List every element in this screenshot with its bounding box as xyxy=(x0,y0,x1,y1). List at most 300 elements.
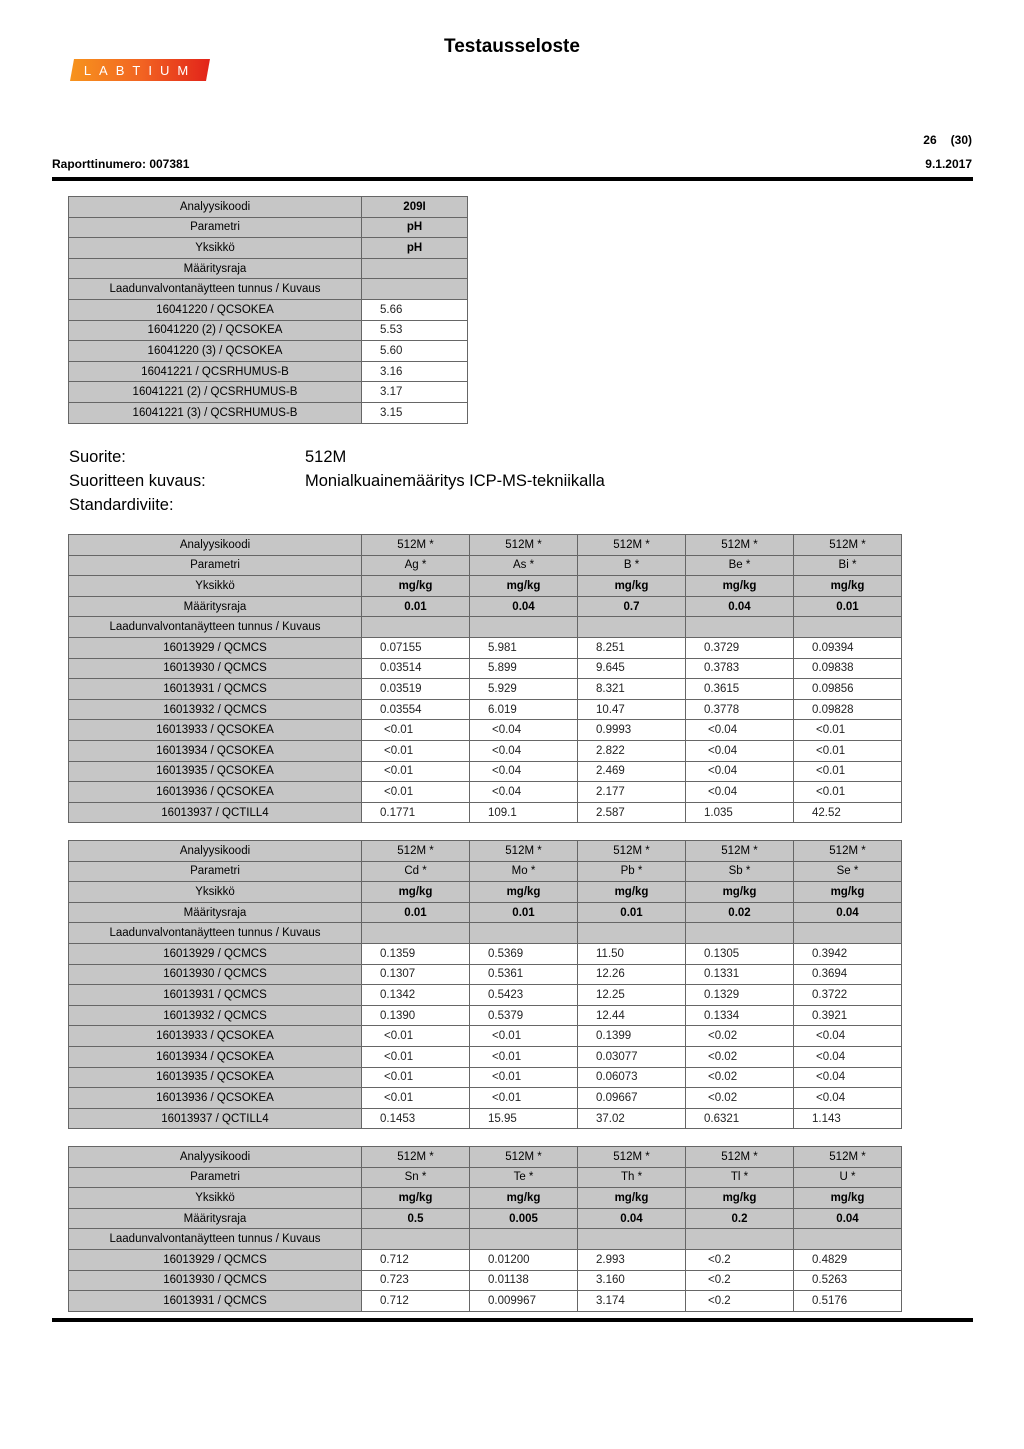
sample-value: 0.1307 xyxy=(362,964,470,985)
header-value xyxy=(794,923,902,944)
sample-value: 0.03077 xyxy=(578,1046,686,1067)
table-header-row xyxy=(69,555,902,576)
sample-value: <0.01 xyxy=(470,1046,578,1067)
table-row xyxy=(69,699,902,720)
sample-value: <0.02 xyxy=(686,1088,794,1109)
header-value: mg/kg xyxy=(578,882,686,903)
table-row xyxy=(69,658,902,679)
sample-value: 0.3921 xyxy=(794,1005,902,1026)
sample-value: 0.03514 xyxy=(362,658,470,679)
header-value: Sb * xyxy=(686,861,794,882)
header-value: mg/kg xyxy=(686,576,794,597)
sample-id: 16013929 / QCMCS xyxy=(69,943,362,964)
table-row xyxy=(69,382,468,403)
sample-id: 16041220 (2) / QCSOKEA xyxy=(69,320,362,341)
row-label: Laadunvalvontanäytteen tunnus / Kuvaus xyxy=(69,1229,362,1250)
header-value: 0.04 xyxy=(686,596,794,617)
header-value xyxy=(794,1229,902,1250)
sample-value: 3.174 xyxy=(578,1291,686,1312)
page-number: 26 (30) xyxy=(923,133,972,147)
sample-value: 0.09828 xyxy=(794,699,902,720)
sample-value: 2.993 xyxy=(578,1249,686,1270)
sample-value: <0.01 xyxy=(362,1046,470,1067)
sample-value: 0.9993 xyxy=(578,720,686,741)
header-value: 512M * xyxy=(794,1147,902,1168)
header-value: 512M * xyxy=(470,1147,578,1168)
sample-id: 16013929 / QCMCS xyxy=(69,637,362,658)
sample-value: 3.16 xyxy=(362,361,468,382)
sample-value: 11.50 xyxy=(578,943,686,964)
header-value: Te * xyxy=(470,1167,578,1188)
row-label: Parametri xyxy=(69,1167,362,1188)
sample-value: 3.15 xyxy=(362,402,468,423)
sample-id: 16013936 / QCSOKEA xyxy=(69,782,362,803)
header-value: mg/kg xyxy=(794,576,902,597)
table-row xyxy=(69,740,902,761)
sample-value: 109.1 xyxy=(470,802,578,823)
sample-value: 0.712 xyxy=(362,1291,470,1312)
sample-value: <0.01 xyxy=(362,1026,470,1047)
sample-value: 0.4829 xyxy=(794,1249,902,1270)
sample-id: 16041221 (3) / QCSRHUMUS-B xyxy=(69,402,362,423)
sample-id: 16013934 / QCSOKEA xyxy=(69,1046,362,1067)
logo-text: LABTIUM xyxy=(83,63,197,78)
sample-id: 16013930 / QCMCS xyxy=(69,964,362,985)
table-header-row xyxy=(69,535,902,556)
sample-value: 0.3729 xyxy=(686,637,794,658)
header-value: pH xyxy=(362,238,468,259)
table-row xyxy=(69,320,468,341)
sample-value: 0.3722 xyxy=(794,985,902,1006)
table-row xyxy=(69,1270,902,1291)
table-row xyxy=(69,985,902,1006)
row-label: Analyysikoodi xyxy=(69,197,362,218)
table-header-row xyxy=(69,197,468,218)
table-row xyxy=(69,1108,902,1129)
header-value: 512M * xyxy=(578,535,686,556)
sample-value: 9.645 xyxy=(578,658,686,679)
header-value: 209I xyxy=(362,197,468,218)
sample-value: 0.3615 xyxy=(686,679,794,700)
sample-value: 10.47 xyxy=(578,699,686,720)
header-value: Sn * xyxy=(362,1167,470,1188)
sample-id: 16013937 / QCTILL4 xyxy=(69,1108,362,1129)
sample-value: 0.3942 xyxy=(794,943,902,964)
sample-value: 0.1331 xyxy=(686,964,794,985)
header-value: Mo * xyxy=(470,861,578,882)
standard-label: Standardiviite: xyxy=(69,496,174,514)
sample-value: <0.01 xyxy=(470,1067,578,1088)
sample-value: <0.01 xyxy=(362,761,470,782)
suorite-value: 512M xyxy=(305,448,347,466)
header-value: mg/kg xyxy=(362,1188,470,1209)
sample-value: <0.01 xyxy=(362,720,470,741)
header-value xyxy=(470,923,578,944)
sample-value: <0.02 xyxy=(686,1067,794,1088)
table-ph xyxy=(68,196,468,424)
sample-id: 16013932 / QCMCS xyxy=(69,1005,362,1026)
sample-value: 0.09838 xyxy=(794,658,902,679)
header-value xyxy=(686,617,794,638)
table-row xyxy=(69,1046,902,1067)
header-value: Pb * xyxy=(578,861,686,882)
header-value: 512M * xyxy=(794,535,902,556)
table-header-row xyxy=(69,841,902,862)
table-row xyxy=(69,782,902,803)
row-label: Yksikkö xyxy=(69,238,362,259)
sample-value: 0.3783 xyxy=(686,658,794,679)
table-row xyxy=(69,720,902,741)
table-row xyxy=(69,402,468,423)
sample-value: 3.160 xyxy=(578,1270,686,1291)
sample-id: 16013929 / QCMCS xyxy=(69,1249,362,1270)
row-label: Yksikkö xyxy=(69,882,362,903)
table-header-row xyxy=(69,923,902,944)
sample-value: 0.3778 xyxy=(686,699,794,720)
row-label: Määritysraja xyxy=(69,902,362,923)
sample-value: 5.899 xyxy=(470,658,578,679)
sample-id: 16041221 / QCSRHUMUS-B xyxy=(69,361,362,382)
sample-value: 3.17 xyxy=(362,382,468,403)
sample-value: 2.587 xyxy=(578,802,686,823)
header-value: 512M * xyxy=(362,535,470,556)
sample-value: 0.07155 xyxy=(362,637,470,658)
sample-value: 0.5369 xyxy=(470,943,578,964)
row-label: Analyysikoodi xyxy=(69,535,362,556)
footer-rule xyxy=(52,1318,973,1322)
sample-value: 0.09856 xyxy=(794,679,902,700)
table-ag-bi xyxy=(68,534,902,823)
sample-value: <0.04 xyxy=(686,761,794,782)
table-header-row xyxy=(69,279,468,300)
header-value: mg/kg xyxy=(578,576,686,597)
row-label: Parametri xyxy=(69,555,362,576)
sample-value: 0.5176 xyxy=(794,1291,902,1312)
header-value: 0.2 xyxy=(686,1208,794,1229)
table-header-row xyxy=(69,1147,902,1168)
sample-value: <0.04 xyxy=(470,720,578,741)
sample-value: <0.01 xyxy=(470,1088,578,1109)
table-header-row xyxy=(69,1229,902,1250)
table-cd-se xyxy=(68,840,902,1129)
table-row xyxy=(69,802,902,823)
header-value: mg/kg xyxy=(362,882,470,903)
header-value: mg/kg xyxy=(470,576,578,597)
header-value: 0.04 xyxy=(794,1208,902,1229)
table-row xyxy=(69,361,468,382)
sample-value: <0.2 xyxy=(686,1270,794,1291)
table-row xyxy=(69,943,902,964)
header-value: 512M * xyxy=(362,841,470,862)
sample-value: <0.02 xyxy=(686,1026,794,1047)
header-value: 0.02 xyxy=(686,902,794,923)
header-value: Tl * xyxy=(686,1167,794,1188)
sample-value: 0.03554 xyxy=(362,699,470,720)
header-value: 512M * xyxy=(362,1147,470,1168)
sample-value: 15.95 xyxy=(470,1108,578,1129)
table-header-row xyxy=(69,1188,902,1209)
header-value: mg/kg xyxy=(470,1188,578,1209)
header-value xyxy=(578,617,686,638)
sample-value: <0.04 xyxy=(794,1046,902,1067)
sample-value: 5.60 xyxy=(362,341,468,362)
sample-value: 1.143 xyxy=(794,1108,902,1129)
sample-value: 2.469 xyxy=(578,761,686,782)
sample-value: 12.44 xyxy=(578,1005,686,1026)
sample-value: 5.66 xyxy=(362,299,468,320)
header-rule xyxy=(52,177,973,181)
header-value: Se * xyxy=(794,861,902,882)
sample-value: <0.01 xyxy=(470,1026,578,1047)
sample-id: 16041220 / QCSOKEA xyxy=(69,299,362,320)
header-value: 512M * xyxy=(686,1147,794,1168)
sample-value: 12.25 xyxy=(578,985,686,1006)
header-value: 0.5 xyxy=(362,1208,470,1229)
header-value: mg/kg xyxy=(362,576,470,597)
table-row xyxy=(69,679,902,700)
sample-value: <0.01 xyxy=(362,740,470,761)
table-row xyxy=(69,1088,902,1109)
sample-value: 2.822 xyxy=(578,740,686,761)
table-header-row xyxy=(69,596,902,617)
sample-value: <0.01 xyxy=(362,782,470,803)
sample-value: <0.01 xyxy=(794,782,902,803)
header-value: 0.01 xyxy=(470,902,578,923)
sample-value: 5.929 xyxy=(470,679,578,700)
header-value xyxy=(686,1229,794,1250)
header-value: 0.01 xyxy=(362,596,470,617)
sample-value: 0.09394 xyxy=(794,637,902,658)
header-value: 512M * xyxy=(470,841,578,862)
report-number: Raporttinumero: 007381 xyxy=(52,157,190,171)
sample-value: 0.5263 xyxy=(794,1270,902,1291)
header-value: 512M * xyxy=(794,841,902,862)
sample-id: 16013930 / QCMCS xyxy=(69,658,362,679)
table-header-row xyxy=(69,217,468,238)
header-value: mg/kg xyxy=(686,882,794,903)
header-value xyxy=(578,923,686,944)
sample-value: 0.009967 xyxy=(470,1291,578,1312)
row-label: Määritysraja xyxy=(69,258,362,279)
sample-id: 16041221 (2) / QCSRHUMUS-B xyxy=(69,382,362,403)
row-label: Laadunvalvontanäytteen tunnus / Kuvaus xyxy=(69,923,362,944)
header-value xyxy=(362,1229,470,1250)
row-label: Yksikkö xyxy=(69,1188,362,1209)
sample-value: 8.251 xyxy=(578,637,686,658)
header-value: Bi * xyxy=(794,555,902,576)
sample-value: <0.04 xyxy=(686,740,794,761)
sample-id: 16013932 / QCMCS xyxy=(69,699,362,720)
row-label: Yksikkö xyxy=(69,576,362,597)
row-label: Parametri xyxy=(69,861,362,882)
header-value: Th * xyxy=(578,1167,686,1188)
header-value: mg/kg xyxy=(578,1188,686,1209)
sample-value: <0.04 xyxy=(686,720,794,741)
sample-value: <0.01 xyxy=(794,720,902,741)
header-value xyxy=(362,279,468,300)
header-value: As * xyxy=(470,555,578,576)
table-header-row xyxy=(69,258,468,279)
header-value: mg/kg xyxy=(794,1188,902,1209)
sample-value: 8.321 xyxy=(578,679,686,700)
sample-id: 16013935 / QCSOKEA xyxy=(69,1067,362,1088)
sample-value: <0.01 xyxy=(794,761,902,782)
header-value: 0.01 xyxy=(794,596,902,617)
sample-value: <0.04 xyxy=(794,1067,902,1088)
sample-value: <0.04 xyxy=(794,1088,902,1109)
row-label: Analyysikoodi xyxy=(69,841,362,862)
header-value xyxy=(794,617,902,638)
sample-id: 16013931 / QCMCS xyxy=(69,679,362,700)
sample-id: 16013936 / QCSOKEA xyxy=(69,1088,362,1109)
sample-value: 0.1342 xyxy=(362,985,470,1006)
sample-value: <0.2 xyxy=(686,1291,794,1312)
sample-value: 0.01200 xyxy=(470,1249,578,1270)
header-value: Be * xyxy=(686,555,794,576)
sample-id: 16041220 (3) / QCSOKEA xyxy=(69,341,362,362)
header-value: 0.01 xyxy=(578,902,686,923)
sample-value: 12.26 xyxy=(578,964,686,985)
header-value: 0.04 xyxy=(794,902,902,923)
table-header-row xyxy=(69,1167,902,1188)
header-value: mg/kg xyxy=(794,882,902,903)
sample-id: 16013933 / QCSOKEA xyxy=(69,720,362,741)
sample-value: 0.723 xyxy=(362,1270,470,1291)
sample-value: 0.5423 xyxy=(470,985,578,1006)
table-header-row xyxy=(69,576,902,597)
sample-id: 16013934 / QCSOKEA xyxy=(69,740,362,761)
sample-value: 0.712 xyxy=(362,1249,470,1270)
sample-value: <0.01 xyxy=(362,1067,470,1088)
table-sn-u xyxy=(68,1146,902,1312)
header-value: 512M * xyxy=(686,535,794,556)
header-value: mg/kg xyxy=(470,882,578,903)
row-label: Laadunvalvontanäytteen tunnus / Kuvaus xyxy=(69,279,362,300)
header-value: U * xyxy=(794,1167,902,1188)
header-value: 0.04 xyxy=(470,596,578,617)
sample-value: 5.981 xyxy=(470,637,578,658)
row-label: Analyysikoodi xyxy=(69,1147,362,1168)
sample-value: 42.52 xyxy=(794,802,902,823)
sample-value: 0.1334 xyxy=(686,1005,794,1026)
sample-value: 0.01138 xyxy=(470,1270,578,1291)
header-value: 0.04 xyxy=(578,1208,686,1229)
sample-value: 0.06073 xyxy=(578,1067,686,1088)
sample-id: 16013933 / QCSOKEA xyxy=(69,1026,362,1047)
header-value: 512M * xyxy=(578,1147,686,1168)
sample-value: 6.019 xyxy=(470,699,578,720)
header-value: 0.7 xyxy=(578,596,686,617)
sample-value: 1.035 xyxy=(686,802,794,823)
table-header-row xyxy=(69,238,468,259)
sample-value: 0.09667 xyxy=(578,1088,686,1109)
header-value: Ag * xyxy=(362,555,470,576)
row-label: Määritysraja xyxy=(69,1208,362,1229)
table-row xyxy=(69,341,468,362)
sample-id: 16013935 / QCSOKEA xyxy=(69,761,362,782)
header-value: 512M * xyxy=(686,841,794,862)
header-value xyxy=(362,258,468,279)
table-header-row xyxy=(69,617,902,638)
sample-value: 0.5379 xyxy=(470,1005,578,1026)
header-value xyxy=(686,923,794,944)
sample-value: 0.5361 xyxy=(470,964,578,985)
sample-value: <0.04 xyxy=(686,782,794,803)
table-row xyxy=(69,1005,902,1026)
header-value xyxy=(470,1229,578,1250)
row-label: Parametri xyxy=(69,217,362,238)
header-value xyxy=(362,617,470,638)
sample-value: 0.1305 xyxy=(686,943,794,964)
sample-value: <0.04 xyxy=(470,782,578,803)
table-row xyxy=(69,637,902,658)
row-label: Laadunvalvontanäytteen tunnus / Kuvaus xyxy=(69,617,362,638)
sample-value: 37.02 xyxy=(578,1108,686,1129)
table-row xyxy=(69,964,902,985)
sample-value: <0.04 xyxy=(470,761,578,782)
sample-value: <0.04 xyxy=(794,1026,902,1047)
sample-value: <0.2 xyxy=(686,1249,794,1270)
sample-value: <0.04 xyxy=(470,740,578,761)
header-value xyxy=(578,1229,686,1250)
sample-id: 16013930 / QCMCS xyxy=(69,1270,362,1291)
kuvaus-value: Monialkuainemääritys ICP-MS-tekniikalla xyxy=(305,472,605,490)
sample-id: 16013931 / QCMCS xyxy=(69,1291,362,1312)
table-header-row xyxy=(69,882,902,903)
suorite-label: Suorite: xyxy=(69,448,126,466)
header-value: B * xyxy=(578,555,686,576)
sample-value: 0.1771 xyxy=(362,802,470,823)
row-label: Määritysraja xyxy=(69,596,362,617)
sample-value: <0.01 xyxy=(794,740,902,761)
header-value: 0.005 xyxy=(470,1208,578,1229)
table-row xyxy=(69,1067,902,1088)
header-value: 512M * xyxy=(470,535,578,556)
sample-value: 0.6321 xyxy=(686,1108,794,1129)
table-header-row xyxy=(69,861,902,882)
sample-value: <0.02 xyxy=(686,1046,794,1067)
sample-value: 0.3694 xyxy=(794,964,902,985)
sample-id: 16013937 / QCTILL4 xyxy=(69,802,362,823)
table-header-row xyxy=(69,1208,902,1229)
header-value: mg/kg xyxy=(686,1188,794,1209)
table-row xyxy=(69,761,902,782)
page-title: Testausseloste xyxy=(444,36,580,57)
table-row xyxy=(69,299,468,320)
table-header-row xyxy=(69,902,902,923)
kuvaus-label: Suoritteen kuvaus: xyxy=(69,472,206,490)
sample-id: 16013931 / QCMCS xyxy=(69,985,362,1006)
sample-value: 2.177 xyxy=(578,782,686,803)
header-value: Cd * xyxy=(362,861,470,882)
sample-value: 0.03519 xyxy=(362,679,470,700)
labtium-logo xyxy=(70,57,212,83)
header-value: 512M * xyxy=(578,841,686,862)
sample-value: <0.01 xyxy=(362,1088,470,1109)
sample-value: 0.1390 xyxy=(362,1005,470,1026)
table-row xyxy=(69,1249,902,1270)
sample-value: 0.1329 xyxy=(686,985,794,1006)
report-date: 9.1.2017 xyxy=(925,157,972,171)
header-value: 0.01 xyxy=(362,902,470,923)
sample-value: 5.53 xyxy=(362,320,468,341)
header-value: pH xyxy=(362,217,468,238)
table-row xyxy=(69,1026,902,1047)
sample-value: 0.1359 xyxy=(362,943,470,964)
header-value xyxy=(362,923,470,944)
sample-value: 0.1399 xyxy=(578,1026,686,1047)
sample-value: 0.1453 xyxy=(362,1108,470,1129)
